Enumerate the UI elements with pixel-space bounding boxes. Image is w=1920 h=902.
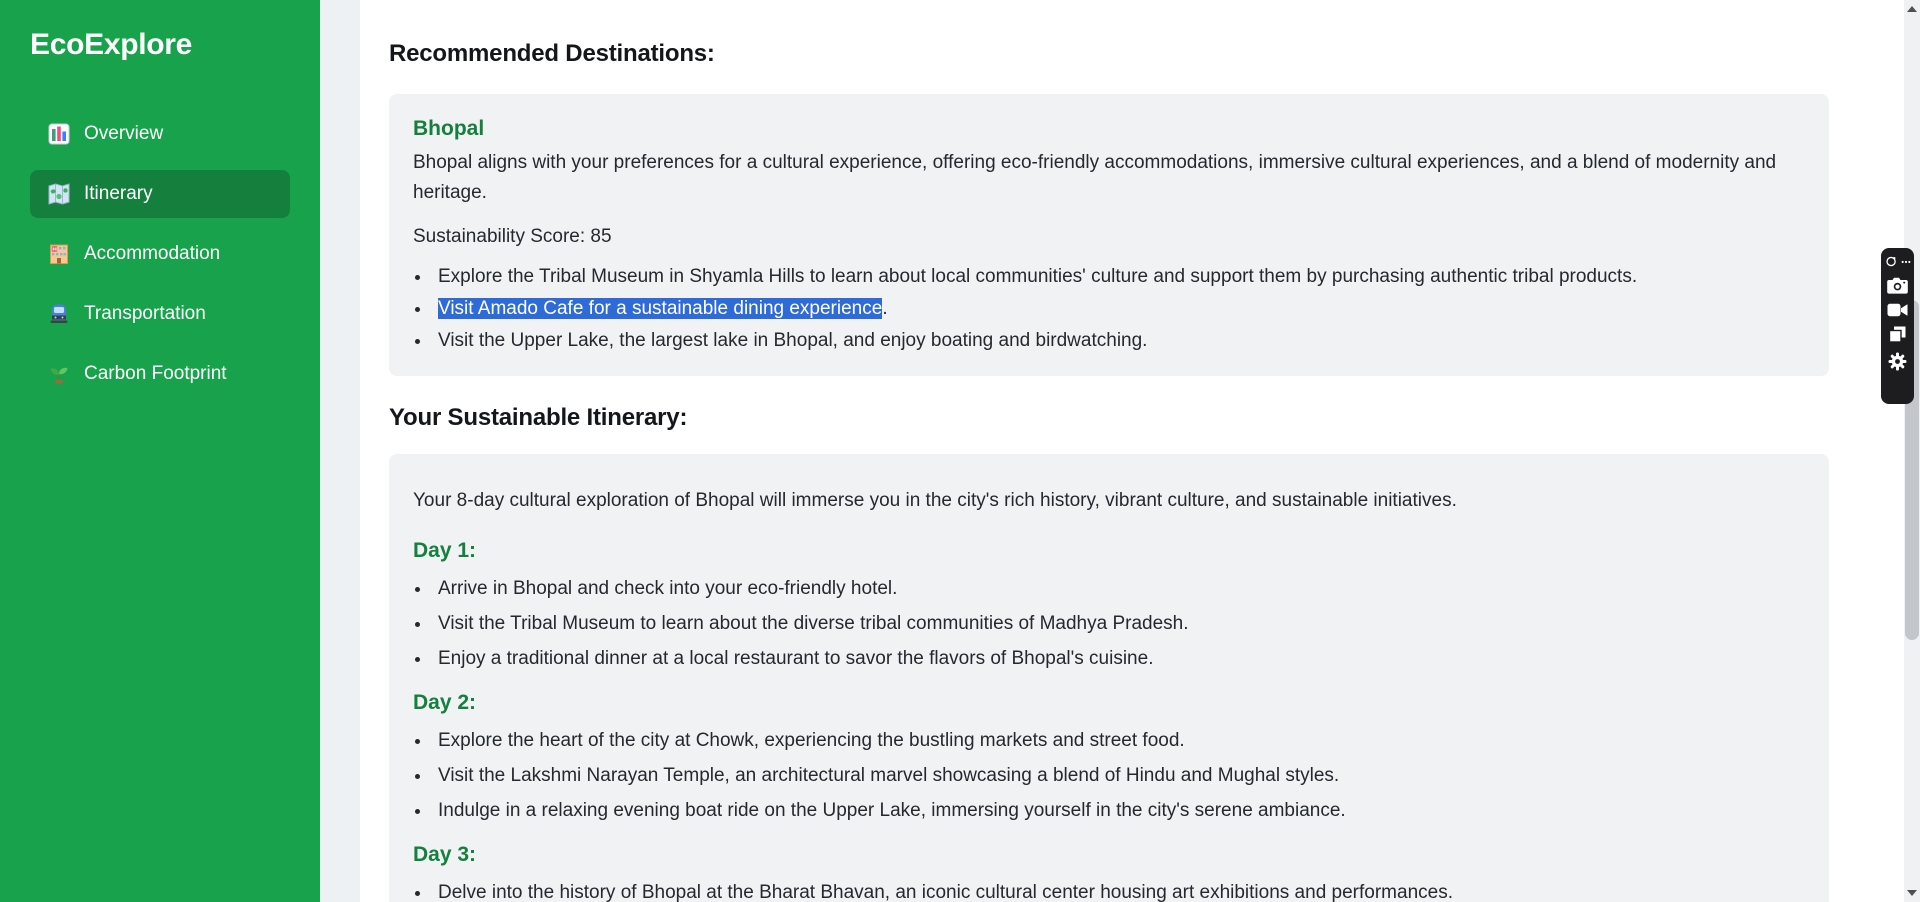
selected-text-highlight: Visit Amado Cafe for a sustainable dining experience bbox=[438, 298, 883, 319]
day-3-list bbox=[413, 878, 1805, 902]
sidebar-item-label: Overview bbox=[84, 123, 164, 144]
sustainability-score: Sustainability Score: 85 bbox=[413, 226, 612, 247]
bar-chart-icon bbox=[47, 122, 71, 146]
day-1-list bbox=[413, 574, 1805, 674]
itinerary-card bbox=[389, 454, 1829, 902]
sidebar-item-label: Itinerary bbox=[84, 183, 153, 204]
sidebar bbox=[0, 0, 320, 902]
itinerary-heading: Your Sustainable Itinerary: bbox=[389, 404, 688, 431]
train-icon bbox=[47, 302, 71, 326]
list-item: • Delve into the history of Bhopal at the Bharat Bhavan, an iconic cultural center housing art exhibitions and performances. bbox=[432, 878, 1805, 902]
main-content bbox=[360, 0, 1904, 902]
list-item-text: . bbox=[882, 298, 888, 319]
list-item: • Enjoy a traditional dinner at a local restaurant to savor the flavors of Bhopal's cuisine. bbox=[432, 644, 1805, 674]
day-3-heading: Day 3: bbox=[413, 843, 477, 866]
day-2-heading: Day 2: bbox=[413, 691, 477, 714]
list-item: • Explore the heart of the city at Chowk, experiencing the bustling markets and street food. bbox=[432, 726, 1805, 756]
settings-gear-icon[interactable] bbox=[1888, 352, 1907, 371]
destination-card bbox=[389, 94, 1829, 376]
day-2-section bbox=[413, 690, 1805, 826]
sidebar-item-carbon-footprint[interactable] bbox=[30, 350, 290, 398]
world-map-icon bbox=[47, 182, 71, 206]
seedling-icon bbox=[47, 362, 71, 386]
more-options-icon[interactable] bbox=[1901, 260, 1911, 264]
day-3-section bbox=[413, 842, 1805, 902]
sidebar-item-label: Accommodation bbox=[84, 243, 221, 264]
video-camera-icon[interactable] bbox=[1887, 303, 1908, 317]
sidebar-item-label: Carbon Footprint bbox=[84, 363, 227, 384]
destination-name: Bhopal bbox=[413, 117, 485, 140]
destination-description: Bhopal aligns with your preferences for a cultural experience, offering eco-friendly accommodations, immersive cultural experiences, and a blend of modernity and heritage. bbox=[413, 152, 1777, 203]
sidebar-item-accommodation[interactable] bbox=[30, 230, 290, 278]
capture-toolbar bbox=[1881, 248, 1914, 404]
list-item: • Visit the Lakshmi Narayan Temple, an architectural marvel showcasing a blend of Hindu and Mughal styles. bbox=[432, 761, 1805, 791]
itinerary-intro: Your 8-day cultural exploration of Bhopal will immerse you in the city's rich history, vibrant culture, and sustainable initiatives. bbox=[413, 490, 1457, 511]
day-2-list bbox=[413, 726, 1805, 826]
day-1-section bbox=[413, 538, 1805, 674]
scroll-down-button[interactable] bbox=[1907, 890, 1917, 896]
list-item: • Indulge in a relaxing evening boat ride on the Upper Lake, immersing yourself in the city's serene ambiance. bbox=[432, 796, 1805, 826]
camera-icon[interactable] bbox=[1887, 277, 1908, 294]
sidebar-item-transportation[interactable] bbox=[30, 290, 290, 338]
hotel-icon bbox=[47, 242, 71, 266]
sidebar-item-itinerary[interactable] bbox=[30, 170, 290, 218]
extension-logo-icon[interactable] bbox=[1885, 255, 1898, 268]
list-item: • Explore the Tribal Museum in Shyamla Hills to learn about local communities' culture and support them by purchasing authentic tribal products. bbox=[432, 262, 1805, 292]
sidebar-item-label: Transportation bbox=[84, 303, 206, 324]
scroll-up-button[interactable] bbox=[1907, 6, 1917, 12]
destination-highlights-list bbox=[413, 262, 1805, 356]
list-item bbox=[432, 294, 1805, 324]
list-item: • Visit the Upper Lake, the largest lake in Bhopal, and enjoy boating and birdwatching. bbox=[432, 326, 1805, 356]
list-item: • Visit the Tribal Museum to learn about the diverse tribal communities of Madhya Pradesh. bbox=[432, 609, 1805, 639]
sidebar-nav bbox=[30, 110, 290, 410]
day-1-heading: Day 1: bbox=[413, 539, 477, 562]
recommended-destinations-heading: Recommended Destinations: bbox=[389, 40, 715, 67]
list-item: • Arrive in Bhopal and check into your eco-friendly hotel. bbox=[432, 574, 1805, 604]
sidebar-item-overview[interactable] bbox=[30, 110, 290, 158]
app-title: EcoExplore bbox=[30, 28, 193, 61]
copy-pages-icon[interactable] bbox=[1889, 326, 1906, 343]
scrollbar[interactable] bbox=[1904, 0, 1920, 902]
